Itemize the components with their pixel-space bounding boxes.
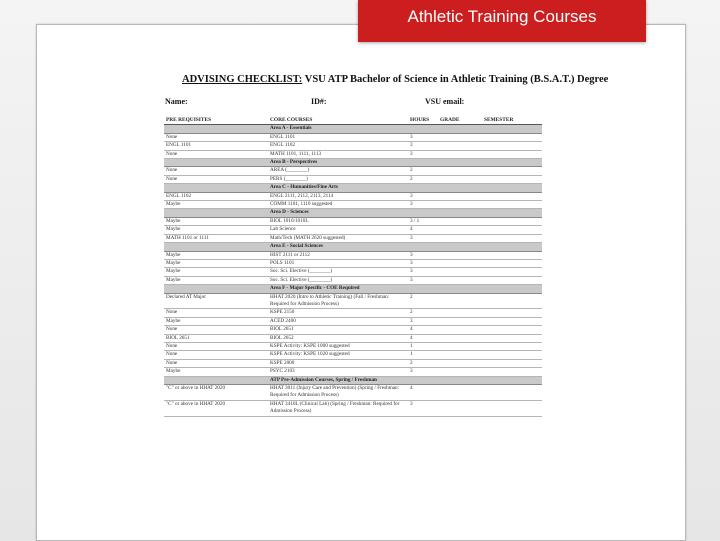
grade-cell [438,234,482,242]
hours-cell: 3 [408,133,438,141]
course-cell: ACED 2400 [268,317,408,325]
prerequisite-cell: Maybe [164,217,268,225]
course-row [164,334,542,342]
prerequisite-cell: Maybe [164,317,268,325]
course-cell: COMM 1101, 1110 suggested [268,201,408,209]
prerequisite-cell: MATH 1101 or 1111 [164,234,268,242]
course-cell: ENGL 1101 [268,133,408,141]
area-heading: Area B - Perspectives [268,159,542,167]
area-heading-row [164,376,542,384]
course-row [164,385,542,401]
hours-cell: 2 [408,309,438,317]
column-header: PRE REQUISITES [164,117,268,125]
course-row [164,192,542,200]
prerequisite-cell: None [164,167,268,175]
course-cell: KSPE 2000 [268,359,408,367]
hours-cell: 2 [408,167,438,175]
semester-cell [482,251,542,259]
table-body [164,125,542,416]
hours-cell: 4 [408,226,438,234]
course-row [164,317,542,325]
semester-cell [482,317,542,325]
semester-cell [482,334,542,342]
grade-cell [438,342,482,350]
area-heading-row [164,159,542,167]
hours-cell: 1 [408,351,438,359]
prerequisite-cell: None [164,309,268,317]
column-header: GRADE [438,117,482,125]
prerequisite-cell: "C" or above in HHAT 2020 [164,385,268,401]
grade-cell [438,259,482,267]
table-header-row [164,117,542,125]
semester-cell [482,217,542,225]
course-row [164,133,542,141]
column-header: CORE COURSES [268,117,408,125]
hours-cell: 3 [408,251,438,259]
hours-cell: 3 [408,259,438,267]
hours-cell: 3 [408,276,438,284]
course-cell: POLS 1101 [268,259,408,267]
prerequisite-cell: Maybe [164,226,268,234]
course-cell: Soc. Sci. Elective (________) [268,276,408,284]
course-row [164,217,542,225]
course-cell: BIOL 1010/1010L [268,217,408,225]
semester-cell [482,359,542,367]
hours-cell: 1 [408,342,438,350]
column-header: SEMESTER [482,117,542,125]
semester-cell [482,342,542,350]
prerequisite-cell: Maybe [164,251,268,259]
course-cell: PSYC 2103 [268,368,408,376]
semester-cell [482,192,542,200]
area-heading-row [164,209,542,217]
grade-cell [438,359,482,367]
slide-title: Athletic Training Courses [358,0,646,42]
course-row [164,276,542,284]
area-spacer [164,209,268,217]
checklist-title [182,74,609,85]
semester-cell [482,133,542,141]
hours-cell: 4 [408,385,438,401]
course-cell: MATH 1101, 1111, 1113 [268,150,408,158]
hours-cell: 3 [408,192,438,200]
semester-cell [482,400,542,416]
hours-cell: 3 [408,142,438,150]
area-heading-row [164,285,542,293]
area-spacer [164,243,268,251]
grade-cell [438,309,482,317]
course-cell: KSPE Activity: KSPE 1000 suggested [268,342,408,350]
grade-cell [438,150,482,158]
prerequisite-cell: Maybe [164,276,268,284]
course-row [164,400,542,416]
hours-cell: 2 [408,175,438,183]
semester-cell [482,276,542,284]
course-cell: Soc. Sci. Elective (________) [268,268,408,276]
area-spacer [164,376,268,384]
hours-cell: 3 [408,150,438,158]
semester-cell [482,385,542,401]
semester-cell [482,234,542,242]
area-spacer [164,159,268,167]
area-heading: Area E - Social Sciences [268,243,542,251]
course-row [164,326,542,334]
hours-cell: 4 [408,326,438,334]
course-row [164,251,542,259]
grade-cell [438,334,482,342]
semester-cell [482,309,542,317]
course-cell: KSPE 2150 [268,309,408,317]
grade-cell [438,268,482,276]
prerequisite-cell: None [164,150,268,158]
email-label: VSU email: [425,97,465,106]
grade-cell [438,175,482,183]
prerequisite-cell: None [164,133,268,141]
area-spacer [164,285,268,293]
course-row [164,342,542,350]
course-row [164,359,542,367]
hours-cell: 3 / 1 [408,217,438,225]
grade-cell [438,201,482,209]
area-heading: Area C - Humanities/Fine Arts [268,184,542,192]
prerequisite-cell: ENGL 1102 [164,192,268,200]
course-cell: PERS (________) [268,175,408,183]
checklist-title-degree: VSU ATP Bachelor of Science in Athletic Training (B.S.A.T.) Degree [302,74,609,85]
semester-cell [482,201,542,209]
semester-cell [482,326,542,334]
prerequisite-cell: ENGL 1101 [164,142,268,150]
student-info-row [165,97,555,109]
course-cell: BIOL 2652 [268,334,408,342]
prerequisite-cell: None [164,175,268,183]
course-row [164,293,542,309]
grade-cell [438,351,482,359]
prerequisite-cell: "C" or above in HHAT 2020 [164,400,268,416]
semester-cell [482,268,542,276]
semester-cell [482,167,542,175]
semester-cell [482,175,542,183]
course-row [164,309,542,317]
course-row [164,226,542,234]
column-header: HOURS [408,117,438,125]
area-heading-row [164,125,542,133]
course-row [164,142,542,150]
grade-cell [438,226,482,234]
course-cell: Math/Tech (MATH 2620 suggested) [268,234,408,242]
course-row [164,368,542,376]
semester-cell [482,226,542,234]
semester-cell [482,351,542,359]
grade-cell [438,317,482,325]
semester-cell [482,368,542,376]
advising-checklist-table [164,117,542,417]
course-cell: BIOL 2651 [268,326,408,334]
course-cell: ENGL 2111, 2112, 2113, 2114 [268,192,408,200]
course-cell: HHAT 2020 (Intro to Athletic Training) (Fall / Freshman: Required for Admission Process) [268,293,408,309]
grade-cell [438,326,482,334]
grade-cell [438,251,482,259]
course-cell: AREA (________) [268,167,408,175]
course-row [164,175,542,183]
course-row [164,351,542,359]
hours-cell: 3 [408,234,438,242]
semester-cell [482,293,542,309]
hours-cell: 3 [408,268,438,276]
semester-cell [482,142,542,150]
area-heading-row [164,243,542,251]
area-heading: ATP Pre-Admission Courses, Spring / Freshman [268,376,542,384]
course-cell: ENGL 1102 [268,142,408,150]
grade-cell [438,217,482,225]
course-row [164,259,542,267]
area-heading: Area F - Major Specific - COE Required [268,285,542,293]
prerequisite-cell: BIOL 2651 [164,334,268,342]
area-heading: Area A - Essentials [268,125,542,133]
semester-cell [482,150,542,158]
course-row [164,201,542,209]
course-row [164,150,542,158]
prerequisite-cell: Maybe [164,201,268,209]
area-heading: Area D - Sciences [268,209,542,217]
prerequisite-cell: None [164,359,268,367]
hours-cell: 3 [408,317,438,325]
hours-cell: 2 [408,293,438,309]
prerequisite-cell: None [164,326,268,334]
prerequisite-cell: Maybe [164,268,268,276]
course-row [164,268,542,276]
course-row [164,167,542,175]
checklist-title-lead: ADVISING CHECKLIST: [182,74,303,85]
grade-cell [438,192,482,200]
grade-cell [438,133,482,141]
id-label: ID#: [311,97,327,106]
grade-cell [438,293,482,309]
prerequisite-cell: Declared AT Major [164,293,268,309]
prerequisite-cell: Maybe [164,368,268,376]
prerequisite-cell: None [164,351,268,359]
course-cell: KSPE Activity: KSPE 1020 suggested [268,351,408,359]
hours-cell: 4 [408,334,438,342]
grade-cell [438,368,482,376]
course-row [164,234,542,242]
hours-cell: 2 [408,359,438,367]
prerequisite-cell: Maybe [164,259,268,267]
grade-cell [438,142,482,150]
grade-cell [438,167,482,175]
area-spacer [164,125,268,133]
grade-cell [438,400,482,416]
course-cell: HIST 2111 or 2112 [268,251,408,259]
hours-cell: 3 [408,201,438,209]
name-label: Name: [165,97,188,106]
area-heading-row [164,184,542,192]
prerequisite-cell: None [164,342,268,350]
grade-cell [438,385,482,401]
hours-cell: 3 [408,400,438,416]
course-cell: HHAT 3011 (Injury Care and Prevention) (Spring / Freshman: Required for Admission Process) [268,385,408,401]
area-spacer [164,184,268,192]
course-cell: HHAT 3410L (Clinical Lab) (Spring / Freshman: Required for Admission Process) [268,400,408,416]
course-cell: Lab Science [268,226,408,234]
grade-cell [438,276,482,284]
hours-cell: 3 [408,368,438,376]
semester-cell [482,259,542,267]
